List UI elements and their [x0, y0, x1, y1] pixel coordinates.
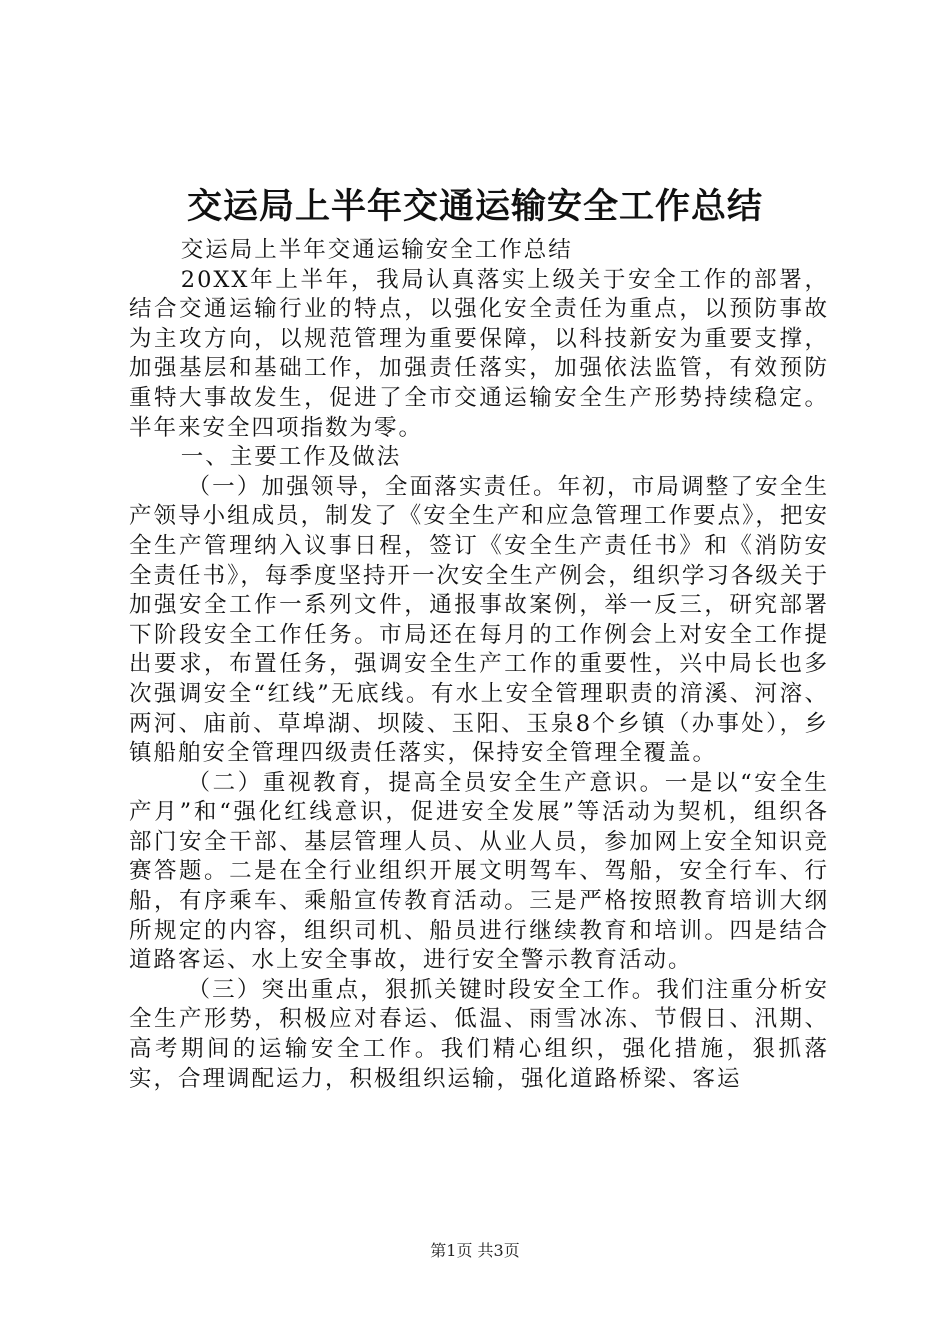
intro-paragraph: 20XX年上半年，我局认真落实上级关于安全工作的部署，结合交通运输行业的特点，以强化安全责任为重点，以预防事故为主攻方向，以规范管理为重要保障，以科技新安为重要支撑，加强基层和基础工作，加强责任落实，加强依法监管，有效预防重特大事故发生，促进了全市交通运输安全生产形势持续稳定。半年来安全四项指数为零。	[129, 266, 829, 441]
body-paragraph-1: （一）加强领导，全面落实责任。年初，市局调整了安全生产领导小组成员，制发了《安全生产和应急管理工作要点》，把安全生产管理纳入议事日程，签订《安全生产责任书》和《消防安全责任书》，每季度坚持开一次安全生产例会，组织学习各级关于加强安全工作一系列文件，通报事故案例，举一反三，研究部署下阶段安全工作任务。市局还在每月的工作例会上对安全工作提出要求，布置任务，强调安全生产工作的重要性，兴中局长也多次强调安全“红线”无底线。有水上安全管理职责的湇溪、河溶、两河、庙前、草埠湖、坝陵、玉阳、玉泉8个乡镇（办事处），乡镇船舶安全管理四级责任落实，保持安全管理全覆盖。	[129, 473, 829, 767]
document-title: 交运局上半年交通运输安全工作总结	[186, 186, 763, 227]
page-footer: 第1页 共3页	[430, 1241, 520, 1260]
body-paragraph-3: （三）突出重点，狠抓关键时段安全工作。我们注重分析安全生产形势，积极应对春运、低温、雨雪冰冻、节假日、汛期、高考期间的运输安全工作。我们精心组织，强化措施，狠抓落实，合理调配运力，积极组织运输，强化道路桥梁、客运	[129, 976, 829, 1092]
document-body	[129, 236, 829, 1094]
body-paragraph-2: （二）重视教育，提高全员安全生产意识。一是以“安全生产月”和“强化红线意识，促进安全发展”等活动为契机，组织各部门安全干部、基层管理人员、从业人员，参加网上安全知识竞赛答题。二是在全行业组织开展文明驾车、驾船，安全行车、行船，有序乘车、乘船宣传教育活动。三是严格按照教育培训大纲所规定的内容，组织司机、船员进行继续教育和培训。四是结合道路客运、水上安全事故，进行安全警示教育活动。	[129, 769, 829, 974]
section-heading: 一、主要工作及做法	[180, 444, 402, 471]
subtitle-paragraph: 交运局上半年交通运输安全工作总结	[180, 237, 573, 263]
